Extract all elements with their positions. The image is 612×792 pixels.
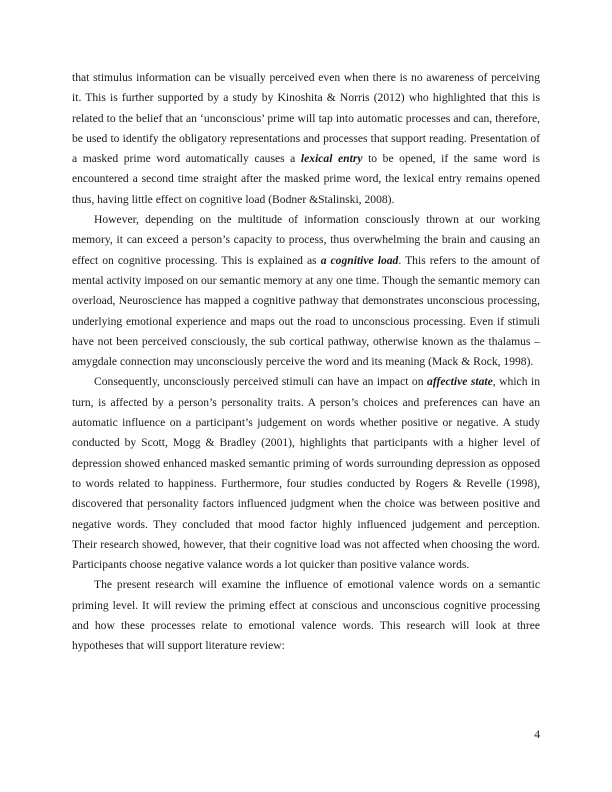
- paragraph-2-text-a: However, depending on the multitude of information consciously thrown at our working memory, it can exceed a person’s capacity to process, thus overwhelming the brain and causing an effect on cognitive processing. This is explained as: [72, 213, 540, 267]
- paragraph-3-text-b: , which in turn, is affected by a person’s personality traits. A person’s choices and preferences can have an automatic influence on a participant’s judgement on words whether positive or negative. A study conducted by Scott, Mogg & Bradley (2001), highlights that participants with a higher level of depression showed enhanced masked semantic priming of words surrounding depression as opposed to words related to happiness. Furthermore, four studies conducted by Rogers & Revelle (1998), discovered that personality factors influenced judgment when the choice was between positive and negative words. They concluded that mood factor highly influenced judgement and perception. Their research showed, however, that their cognitive load was not affected when choosing the word. Participants choose negative valance words a lot quicker than positive valance words.: [72, 375, 541, 572]
- paragraph-3: [72, 372, 540, 575]
- paragraph-4: [72, 575, 540, 656]
- paragraph-3-text-a: Consequently, unconsciously perceived stimuli can have an impact on: [94, 375, 428, 389]
- page-number: 4: [534, 728, 540, 741]
- paragraph-2: [72, 210, 540, 372]
- term-lexical-entry: lexical entry: [300, 152, 363, 166]
- paragraph-1-text-b: to be opened, if the same word is encountered a second time straight after the masked prime word, the lexical entry remains opened thus, having little effect on cognitive load (Bodner &Stalinski, 2008).: [72, 152, 540, 206]
- term-affective-state: affective state: [427, 375, 493, 389]
- term-cognitive-load: a cognitive load: [320, 253, 399, 267]
- paragraph-1-text-a: that stimulus information can be visually perceived even when there is no awareness of perceiving it. This is further supported by a study by Kinoshita & Norris (2012) who highlighted that this is related to the belief that an ‘unconscious’ prime will tap into automatic processes and can, therefore, be used to identify the obligatory representations and processes that support reading. Presentation of a masked prime word automatically causes a: [72, 71, 540, 166]
- paragraph-1: [72, 68, 540, 210]
- paragraph-4-text: The present research will examine the influence of emotional valence words on a semantic priming level. It will review the priming effect at conscious and unconscious cognitive processing and how these processes relate to emotional valence words. This research will look at three hypotheses that will support literature review:: [72, 578, 540, 653]
- paragraph-2-text-b: . This refers to the amount of mental activity imposed on our semantic memory at any one time. Though the semantic memory can overload, Neuroscience has mapped a cognitive pathway that demonstrates unconscious processing, underlying emotional experience and maps out the road to unconscious processing. Even if stimuli have not been perceived consciously, the sub cortical pathway, otherwise known as the thalamus – amygdale connection may unconsciously perceive the word and its meaning (Mack & Rock, 1998).: [72, 253, 540, 369]
- body-text: [72, 68, 540, 657]
